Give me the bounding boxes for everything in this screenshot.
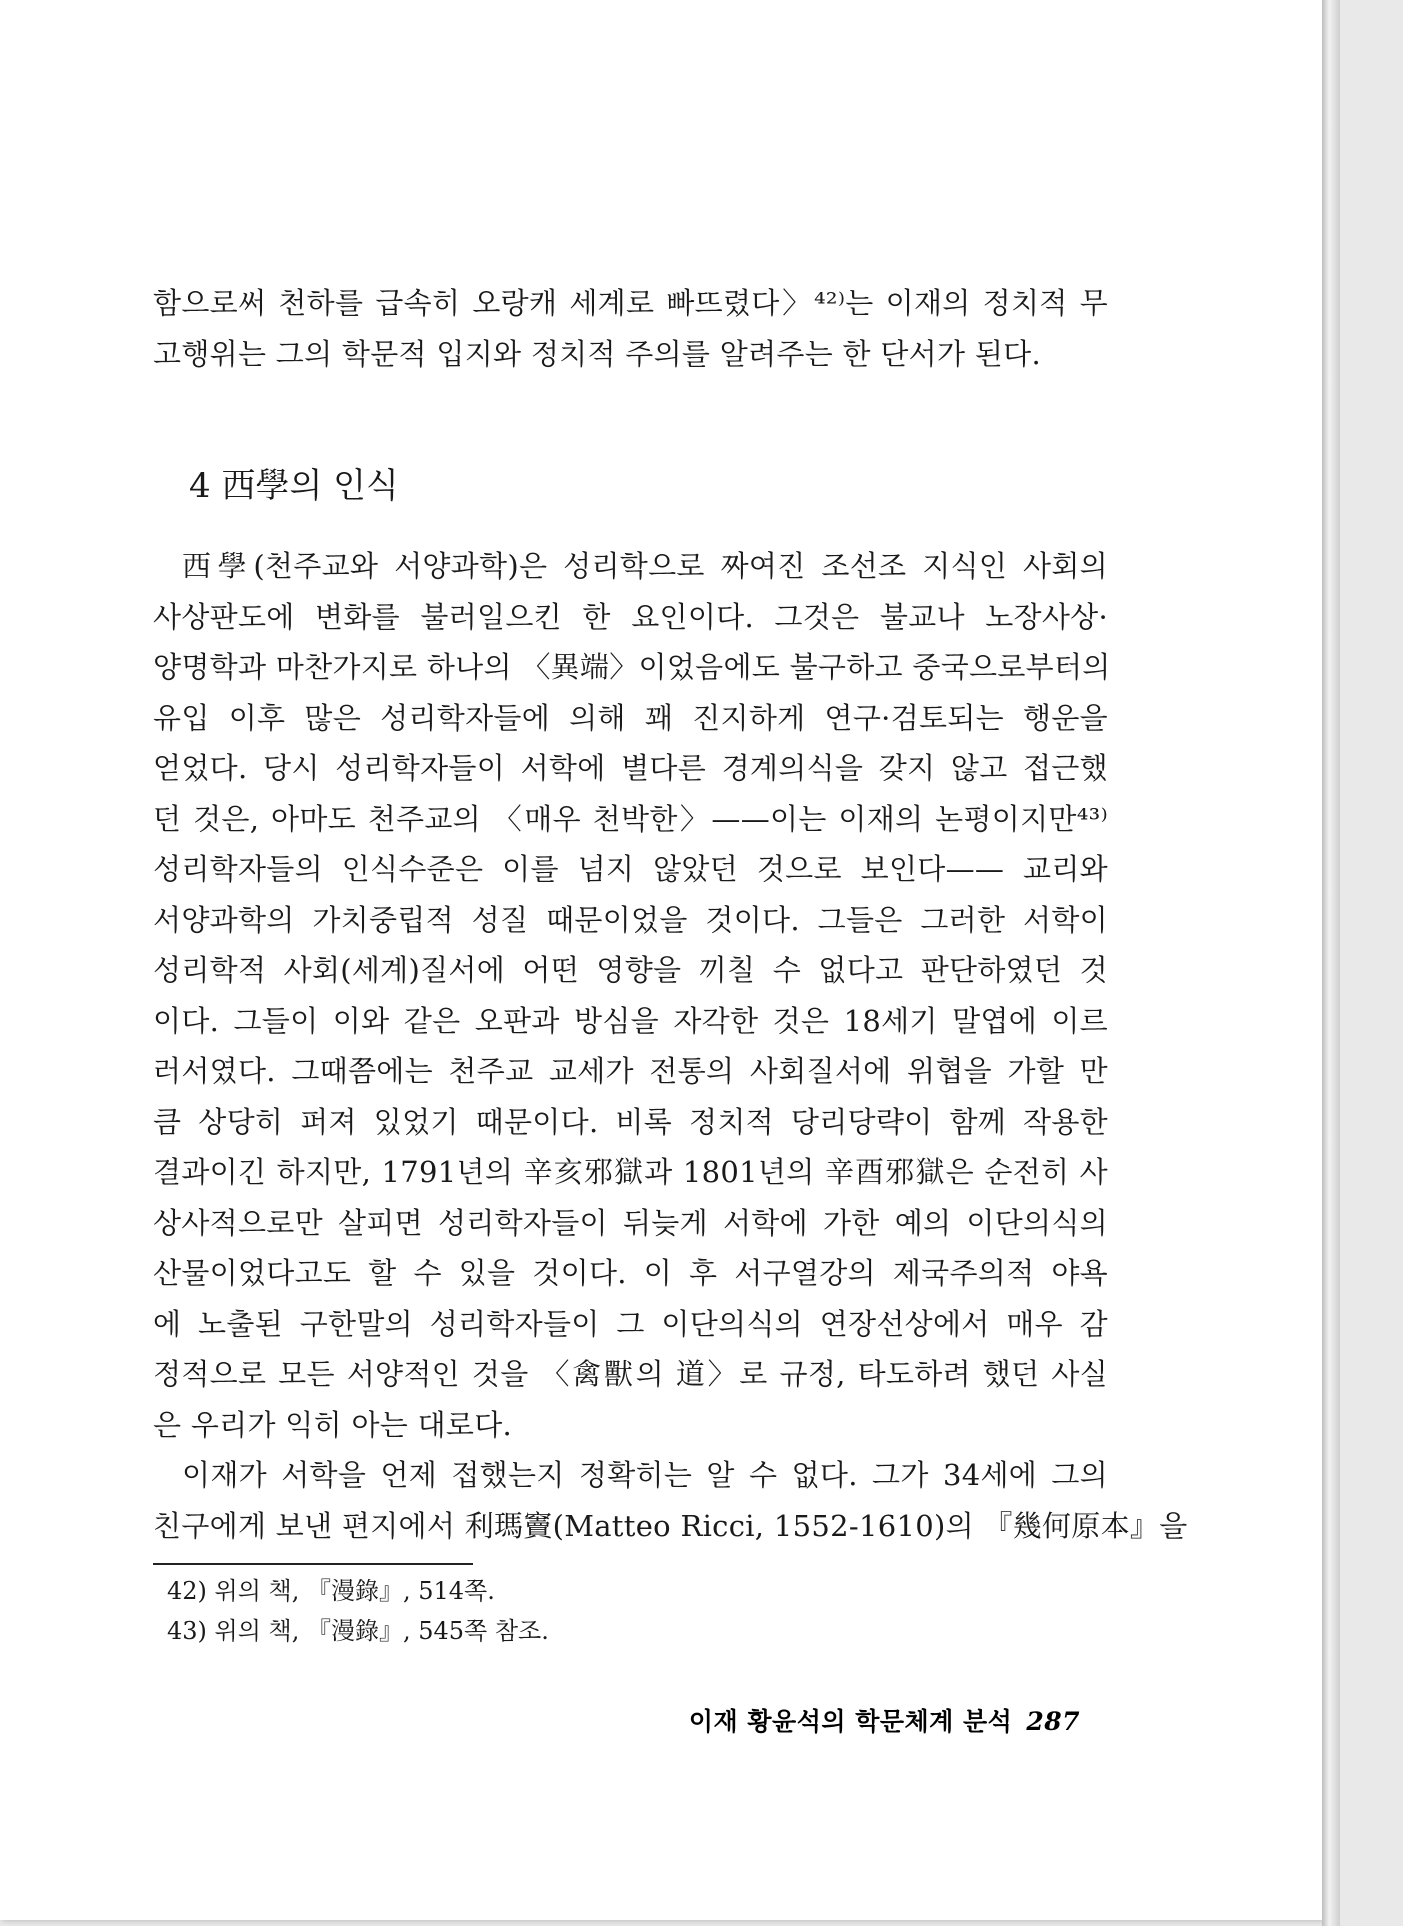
text-line: 상사적으로만 살피면 성리학자들이 뒤늦게 서학에 가한 예의 이단의식의 [153,1205,1108,1240]
text-line: 얻었다. 당시 성리학자들이 서학에 별다른 경계의식을 갖지 않고 접근했 [153,751,1108,785]
text-line: 西學(천주교와 서양과학)은 성리학으로 짜여진 조선조 지식인 사회의 [182,549,1108,583]
text-line: 성리학적 사회(세계)질서에 어떤 영향을 끼칠 수 없다고 판단하였던 것 [153,953,1108,987]
text-line: 던 것은, 아마도 천주교의 〈매우 천박한〉——이는 이재의 논평이지만⁴³⁾ [153,801,1108,836]
section-heading: 4 西學의 인식 [189,466,399,506]
running-footer [689,1702,1080,1738]
text-line: 함으로써 천하를 급속히 오랑캐 세계로 빠뜨렸다〉⁴²⁾는 이재의 정치적 무 [153,286,1108,320]
text-line: 이다. 그들이 이와 같은 오판과 방심을 자각한 것은 18세기 말엽에 이르 [153,1003,1108,1038]
paragraph-1 [153,278,1108,379]
text-line: 러서였다. 그때쯤에는 천주교 교세가 전통의 사회질서에 위협을 가할 만 [153,1054,1108,1088]
text-line: 서양과학의 가치중립적 성질 때문이었을 것이다. 그들은 그러한 서학이 [153,902,1108,937]
text-line: 유입 이후 많은 성리학자들에 의해 꽤 진지하게 연구·검토되는 행운을 [153,700,1108,735]
footnote-divider [153,1563,473,1565]
text-line: 양명학과 마찬가지로 하나의 〈異端〉이었음에도 불구하고 중국으로부터의 [153,650,1111,684]
text-line: 결과이긴 하지만, 1791년의 辛亥邪獄과 1801년의 辛酉邪獄은 순전히 사 [153,1155,1108,1189]
text-line: 사상판도에 변화를 불러일으킨 한 요인이다. 그것은 불교나 노장사상· [153,599,1108,634]
text-line: 에 노출된 구한말의 성리학자들이 그 이단의식의 연장선상에서 매우 감 [153,1306,1108,1341]
section-spacer [153,379,1108,461]
text-line: 이재가 서학을 언제 접했는지 정확히는 알 수 없다. 그가 34세에 그의 [182,1458,1108,1492]
text-line: 성리학자들의 인식수준은 이를 넘지 않았던 것으로 보인다—— 교리와 [153,852,1108,886]
paragraph-2 [153,541,1111,1450]
footnotes [153,1571,1108,1651]
text-line: 친구에게 보낸 편지에서 利瑪竇(Matteo Ricci, 1552-1610)의 『幾何原本』을 [153,1508,1188,1543]
running-title: 이재 황윤석의 학문체계 분석 [688,1707,1013,1736]
text-line: 은 우리가 익히 아는 대로다. [153,1407,513,1442]
text-line: 산물이었다고도 할 수 있을 것이다. 이 후 서구열강의 제국주의적 야욕 [153,1256,1108,1290]
paragraph-3 [153,1450,1188,1551]
footnote-42: 42) 위의 책, 『漫錄』, 514쪽. [167,1577,495,1605]
page-content [153,278,1188,1651]
text-line: 고행위는 그의 학문적 입지와 정치적 주의를 알려주는 한 단서가 된다. [153,336,1041,371]
text-line: 정적으로 모든 서양적인 것을 〈禽獸의 道〉로 규정, 타도하려 했던 사실 [153,1357,1108,1391]
text-line: 큼 상당히 퍼져 있었기 때문이다. 비록 정치적 당리당략이 함께 작용한 [153,1104,1108,1139]
footnote-43: 43) 위의 책, 『漫錄』, 545쪽 참조. [167,1617,549,1645]
page-number: 287 [1026,1707,1080,1736]
page-edge-shadow [1322,0,1340,1926]
